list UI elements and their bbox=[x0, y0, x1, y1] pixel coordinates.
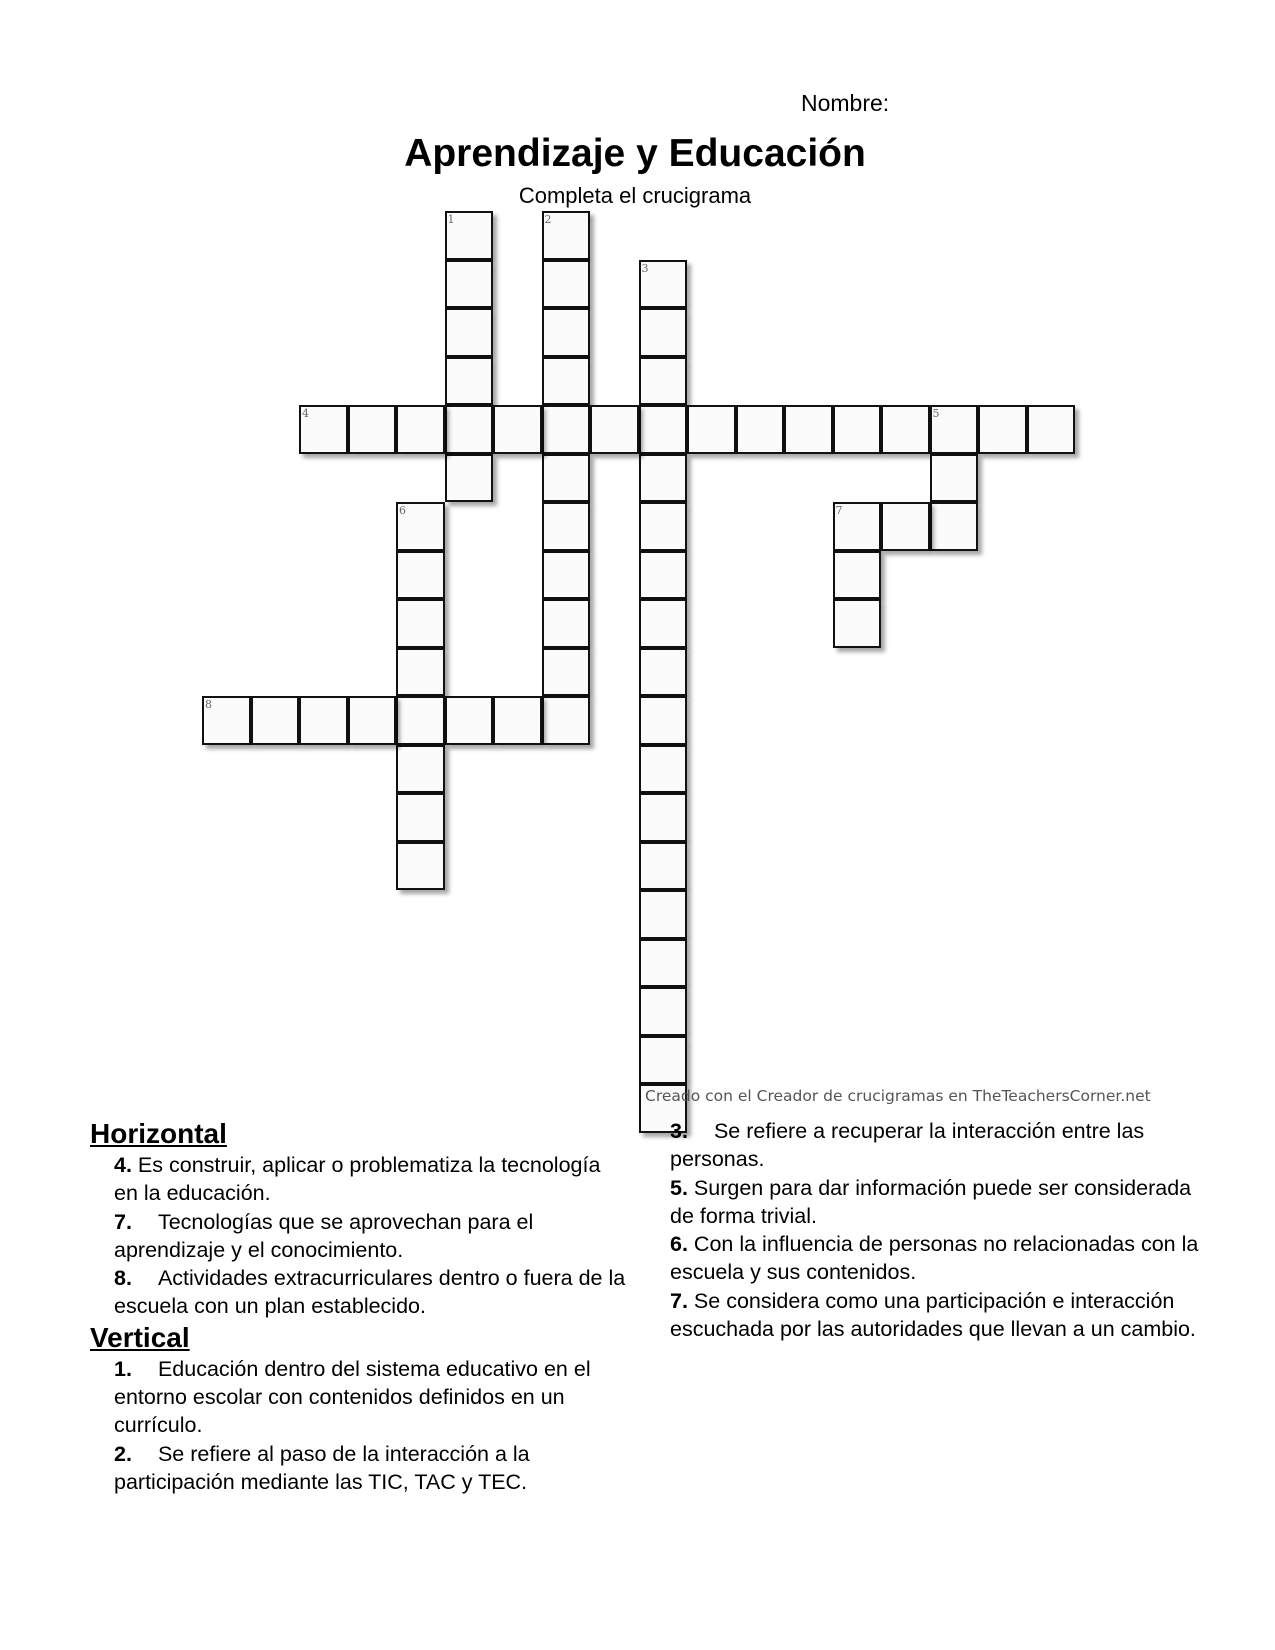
crossword-cell[interactable] bbox=[542, 405, 591, 454]
clue-item-text: Con la influencia de personas no relacionadas con la escuela y sus contenidos. bbox=[670, 1232, 1199, 1285]
crossword-cell[interactable] bbox=[639, 599, 688, 648]
crossword-cell[interactable] bbox=[445, 308, 494, 357]
clue-item-number: 2. bbox=[114, 1441, 132, 1466]
crossword-cell[interactable] bbox=[542, 308, 591, 357]
clue-item bbox=[90, 1151, 630, 1208]
clue-item bbox=[90, 1355, 630, 1440]
crossword-cell[interactable] bbox=[396, 648, 445, 697]
clue-item bbox=[670, 1174, 1210, 1231]
crossword-cell[interactable] bbox=[930, 502, 979, 551]
clues-right-column bbox=[670, 1117, 1210, 1343]
crossword-cell[interactable] bbox=[493, 696, 542, 745]
crossword-cell[interactable] bbox=[687, 405, 736, 454]
crossword-cell[interactable] bbox=[396, 842, 445, 891]
crossword-cell[interactable] bbox=[542, 696, 591, 745]
crossword-cell[interactable] bbox=[542, 357, 591, 406]
crossword-cell[interactable] bbox=[833, 599, 882, 648]
clue-item-number: 7. bbox=[670, 1288, 688, 1313]
clue-number: 1 bbox=[447, 213, 455, 226]
crossword-cell[interactable] bbox=[445, 696, 494, 745]
crossword-cell[interactable] bbox=[542, 648, 591, 697]
clue-number: 8 bbox=[205, 698, 212, 711]
crossword-cell[interactable] bbox=[542, 502, 591, 551]
crossword-cell[interactable] bbox=[833, 551, 882, 600]
crossword-cell[interactable] bbox=[639, 454, 688, 503]
clue-item-number: 1. bbox=[114, 1356, 132, 1381]
clue-item-number: 7. bbox=[114, 1209, 132, 1234]
crossword-cell[interactable] bbox=[445, 260, 494, 309]
clue-item bbox=[90, 1440, 630, 1497]
crossword-cell[interactable] bbox=[396, 793, 445, 842]
crossword-cell[interactable] bbox=[396, 405, 445, 454]
clue-item-text: Se considera como una participación e interacción escuchada por las autoridades que llevan a un cambio. bbox=[670, 1288, 1196, 1342]
clue-number: 5 bbox=[932, 407, 940, 420]
crossword-cell[interactable] bbox=[251, 696, 300, 745]
clue-item-text: Tecnologías que se aprovechan para el aprendizaje y el conocimiento. bbox=[114, 1209, 534, 1262]
crossword-cell[interactable] bbox=[639, 308, 688, 357]
crossword-cell[interactable] bbox=[396, 551, 445, 600]
crossword-cell[interactable] bbox=[542, 599, 591, 648]
clues-left-column bbox=[90, 1117, 630, 1496]
clue-item-text: Surgen para dar información puede ser considerada de forma trivial. bbox=[670, 1175, 1192, 1228]
crossword-cell[interactable] bbox=[445, 405, 494, 454]
crossword-cell[interactable] bbox=[299, 696, 348, 745]
vertical-clue-list-continued bbox=[670, 1117, 1210, 1343]
clue-item-number: 6. bbox=[670, 1232, 688, 1257]
vertical-clue-list bbox=[90, 1355, 630, 1496]
page-subtitle: Completa el crucigrama bbox=[518, 183, 752, 208]
crossword-cell[interactable] bbox=[930, 454, 979, 503]
crossword-cell[interactable] bbox=[445, 454, 494, 503]
clue-item-number: 8. bbox=[114, 1266, 132, 1291]
crossword-cell[interactable] bbox=[542, 260, 591, 309]
crossword-cell[interactable] bbox=[639, 260, 688, 309]
clue-item bbox=[90, 1264, 630, 1321]
clue-item bbox=[670, 1230, 1210, 1287]
crossword-cell[interactable] bbox=[978, 405, 1027, 454]
clue-number: 4 bbox=[302, 407, 309, 420]
clue-number: 2 bbox=[544, 213, 552, 226]
crossword-cell[interactable] bbox=[299, 405, 348, 454]
clue-item bbox=[90, 1208, 630, 1265]
crossword-cell[interactable] bbox=[639, 890, 688, 939]
clue-item-text: Actividades extracurriculares dentro o fuera de la escuela con un plan establecido. bbox=[114, 1266, 626, 1319]
horizontal-heading: Horizontal bbox=[90, 1118, 227, 1149]
crossword-cell[interactable] bbox=[396, 745, 445, 794]
crossword-cell[interactable] bbox=[639, 551, 688, 600]
crossword-cell[interactable] bbox=[445, 357, 494, 406]
clue-number: 7 bbox=[835, 504, 843, 517]
clue-item-number: 3. bbox=[670, 1119, 688, 1143]
clue-item bbox=[670, 1287, 1210, 1344]
crossword-cell[interactable] bbox=[639, 987, 688, 1036]
crossword-cell[interactable] bbox=[348, 405, 397, 454]
crossword-cell[interactable] bbox=[639, 1036, 688, 1085]
page-title: Aprendizaje y Educación bbox=[404, 132, 866, 175]
clue-item bbox=[670, 1117, 1210, 1174]
crossword-cell[interactable] bbox=[736, 405, 785, 454]
crossword-cell[interactable] bbox=[639, 648, 688, 697]
crossword-cell[interactable] bbox=[833, 502, 882, 551]
crossword-cell[interactable] bbox=[639, 405, 688, 454]
crossword-cell[interactable] bbox=[639, 842, 688, 891]
name-label: Nombre: bbox=[801, 90, 890, 116]
crossword-cell[interactable] bbox=[639, 939, 688, 988]
clue-item-text: Es construir, aplicar o problematiza la tecnología en la educación. bbox=[114, 1153, 601, 1206]
credit-line: Creado con el Creador de crucigramas en TheTeachersCorner.net bbox=[645, 1087, 1151, 1105]
crossword-cell[interactable] bbox=[639, 793, 688, 842]
crossword-cell[interactable] bbox=[202, 696, 251, 745]
clue-item-text: Educación dentro del sistema educativo en el entorno escolar con contenidos definidos en un currículo. bbox=[114, 1356, 591, 1438]
crossword-cell[interactable] bbox=[590, 405, 639, 454]
crossword-cell[interactable] bbox=[639, 696, 688, 745]
crossword-cell[interactable] bbox=[445, 211, 494, 260]
crossword-cell[interactable] bbox=[396, 599, 445, 648]
crossword-cell[interactable] bbox=[542, 454, 591, 503]
crossword-cell[interactable] bbox=[930, 405, 979, 454]
clue-number: 6 bbox=[399, 504, 406, 517]
crossword-cell[interactable] bbox=[396, 696, 445, 745]
crossword-cell[interactable] bbox=[881, 405, 930, 454]
crossword-cell[interactable] bbox=[396, 502, 445, 551]
clue-number: 3 bbox=[641, 261, 649, 275]
horizontal-clue-list bbox=[90, 1151, 630, 1321]
crossword-cell[interactable] bbox=[639, 502, 688, 551]
crossword-cell[interactable] bbox=[542, 211, 591, 260]
clue-item-number: 5. bbox=[670, 1175, 688, 1200]
clue-item-text: Se refiere al paso de la interacción a la participación mediante las TIC, TAC y TEC. bbox=[114, 1441, 530, 1494]
crossword-cell[interactable] bbox=[1027, 405, 1076, 454]
crossword-cell[interactable] bbox=[784, 405, 833, 454]
crossword-cell[interactable] bbox=[639, 745, 688, 794]
clue-item-number: 4. bbox=[114, 1153, 132, 1177]
crossword-cell[interactable] bbox=[833, 405, 882, 454]
vertical-heading: Vertical bbox=[90, 1321, 190, 1353]
crossword-cell[interactable] bbox=[348, 696, 397, 745]
crossword-cell[interactable] bbox=[639, 357, 688, 406]
crossword-cell[interactable] bbox=[493, 405, 542, 454]
clue-item-text: Se refiere a recuperar la interacción entre las personas. bbox=[670, 1119, 1145, 1172]
crossword-cell[interactable] bbox=[542, 551, 591, 600]
crossword-cell[interactable] bbox=[881, 502, 930, 551]
